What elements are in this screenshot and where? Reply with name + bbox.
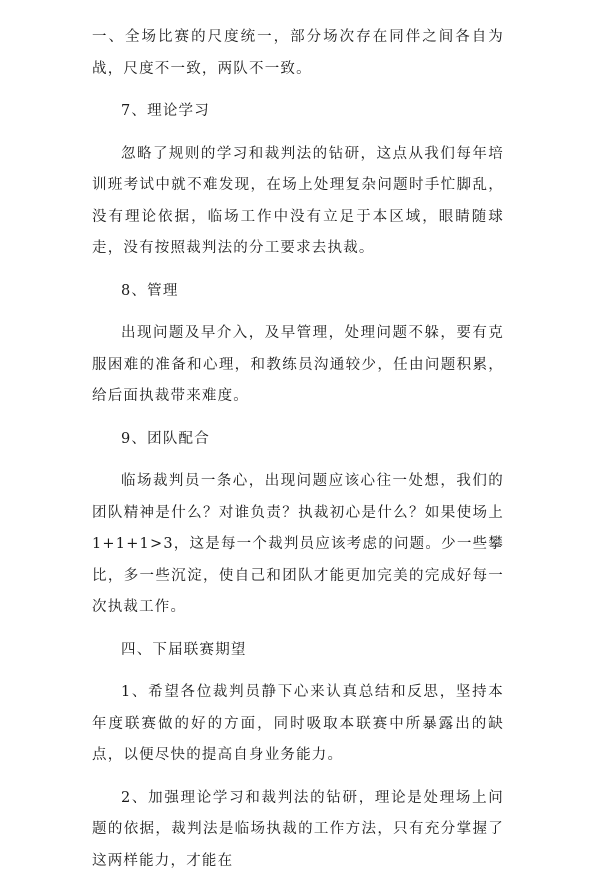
body-paragraph: 临场裁判员一条心，出现问题应该心往一处想，我们的团队精神是什么？对谁负责？执裁初心是什么？如果使场上1+1+1>3，这是每一个裁判员应该考虑的问题。少一些攀比，多一些沉淀，使自己和团队才能更加完美的完成好每一次执裁工作。 <box>92 466 504 624</box>
section-heading: 9、团队配合 <box>92 424 504 456</box>
section-heading: 8、管理 <box>92 276 504 308</box>
body-paragraph: 一、全场比赛的尺度统一，部分场次存在同伴之间各自为战，尺度不一致，两队不一致。 <box>92 22 504 85</box>
body-paragraph: 2、加强理论学习和裁判法的钻研，理论是处理场上问题的依据，裁判法是临场执裁的工作方法，只有充分掌握了这两样能力，才能在 <box>92 783 504 877</box>
section-heading: 7、理论学习 <box>92 96 504 128</box>
body-paragraph: 出现问题及早介入，及早管理，处理问题不躲，要有克服困难的准备和心理，和教练员沟通较少，任由问题积累，给后面执裁带来难度。 <box>92 318 504 413</box>
body-paragraph: 忽略了规则的学习和裁判法的钻研，这点从我们每年培训班考试中就不难发现，在场上处理复杂问题时手忙脚乱，没有理论依据，临场工作中没有立足于本区域，眼睛随球走，没有按照裁判法的分工要求去执裁。 <box>92 139 504 265</box>
body-paragraph: 1、希望各位裁判员静下心来认真总结和反思，坚持本年度联赛做的好的方面，同时吸取本联赛中所暴露出的缺点，以便尽快的提高自身业务能力。 <box>92 677 504 772</box>
section-heading: 四、下届联赛期望 <box>92 635 504 667</box>
